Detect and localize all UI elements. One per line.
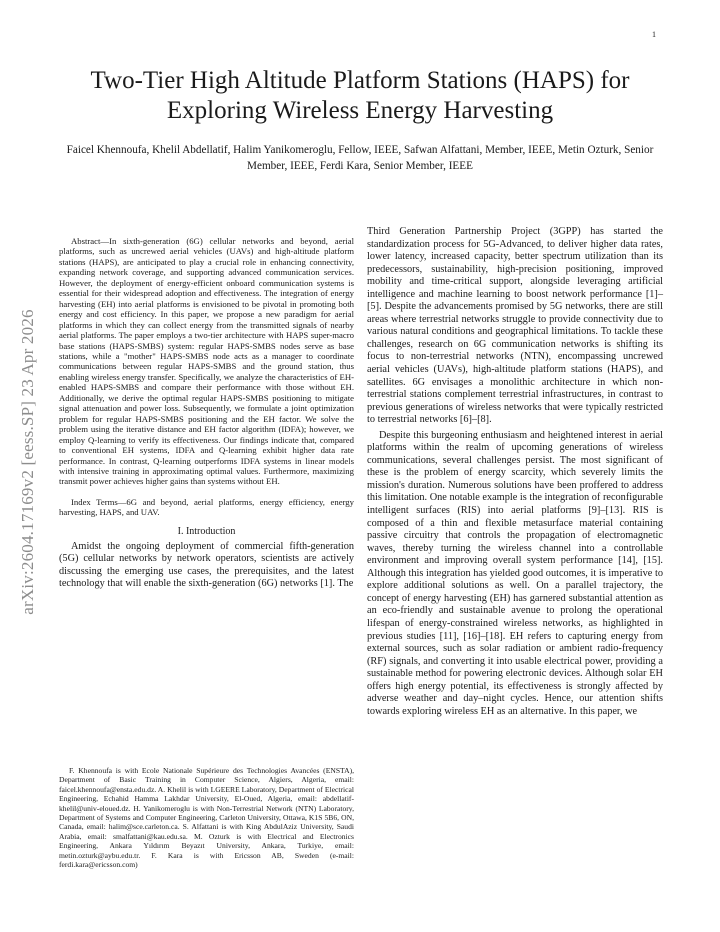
paper-title: Two-Tier High Altitude Platform Stations (HAPS) for Exploring Wireless Energy Harvesting — [90, 67, 630, 124]
index-terms: Index Terms—6G and beyond, aerial platforms, energy efficiency, energy harvesting, HAPS, and UAV. — [59, 496, 354, 518]
page-number: 1 — [652, 30, 656, 39]
arxiv-identifier-text: arXiv:2604.17169v2 [eess.SP] 23 Apr 2026 — [18, 309, 37, 615]
intro-paragraph-right-1: Third Generation Partnership Project (3GPP) has started the standardization process for 5G-Advanced, to deliver higher data rates, lower latency, increased capacity, better spectrum utilization than its predecessors, sustainability, high-precision positioning, improved mobility and time-critical support, alongside leveraging artificial intelligence and machine learning to boost network performance [1]–[5]. Despite the advancements promised by 5G networks, there are still areas where terrestrial networks struggle to provide connectivity due to various natural conditions and geographical limitations. To tackle these challenges, research on 6G communication networks is shifting its focus to non-terrestrial networks (NTN), encompassing uncrewed aerial vehicles (UAVs), high-altitude platform stations (HAPS), and satellites. 6G envisages a monolithic architecture in which non-terrestrial stations complement terrestrial infrastructures, in contrast to previous generations of wireless networks that were typically restricted to terrestrial networks [6]–[8]. — [367, 226, 663, 426]
intro-paragraph-left: Amidst the ongoing deployment of commercial fifth-generation (5G) cellular networks by network operators, scientists are actively discussing the emerging use cases, the prerequisites, and the latest technology that will enable the sixth-generation (6G) networks [1]. The — [59, 540, 354, 590]
author-list: Faicel Khennoufa, Khelil Abdellatif, Halim Yanikomeroglu, Fellow, IEEE, Safwan Alfattani, Member, IEEE, Metin Ozturk, Senior Member, IEEE, Ferdi Kara, Senior Member, IEEE — [66, 144, 654, 172]
right-column — [367, 226, 663, 721]
arxiv-identifier-stamp — [18, 262, 40, 662]
left-column — [59, 236, 354, 591]
author-affiliation-footnote: F. Khennoufa is with Ecole Nationale Supérieure des Technologies Avancées (ENSTA), Department of Basic Training in Computer Science, Algiers, Algeria, email: faicel.khennoufa@ensta.edu.dz. A. Khelil is with LGEERE Laboratory, Department of Electrical Engineering, Echahid Hamma Lakhdar University, El-Oued, Algeria, email: abdellatif-khelil@univ-eloued.dz. H. Yanikomeroglu is with Non-Terrestrial Network (NTN) Laboratory, Department of Systems and Computer Engineering, Carleton University, Ottawa, K1S 5B6, ON, Canada, email: halim@sce.carleton.ca. S. Alfattani is with King AbdulAziz University, Saudi Arabia, email: smalfattani@kau.edu.sa. M. Ozturk is with Electrical and Electronics Engineering, Ankara Yıldırım Beyazıt University, Ankara, Turkiye, email: metin.ozturk@aybu.edu.tr. F. Kara is with Ericsson AB, Sweden (e-mail: ferdi.kara@ericsson.com) — [59, 766, 354, 870]
intro-paragraph-right-2: Despite this burgeoning enthusiasm and heightened interest in aerial platforms within the realm of upcoming generations of wireless communications, several challenges persist. The most significant of these is the problem of energy scarcity, which severely limits the mission's duration. Numerous solutions have been proffered to address this limitation. One notable example is the integration of reconfigurable intelligent surfaces (RIS) into aerial platforms [9]–[13]. RIS is composed of a thin and flexible metasurface material containing passive circuitry that controls the propagation of electromagnetic waves, thereby turning the wireless channel into a controllable environment and improving overall system performance [14], [15]. Although this integration has yielded good outcomes, it is imperative to explore additional solutions as well. On a parallel trajectory, the concept of energy harvesting (EH) has garnered substantial attention as an eco-friendly and sustainable avenue to prolong the operational lifespan of energy-constrained wireless networks, as highlighted in previous studies [11], [16]–[18]. EH refers to capturing energy from external sources, such as solar radiation or ambient radio-frequency (RF) signals, and converting it into usable electrical power, providing a sustainable method for powering electronic devices. Although solar EH offers high energy potential, its effectiveness is strongly affected by adverse weather and day–night cycles. Hence, our attention shifts towards exploring wireless EH as an alternative. In this paper, we — [367, 429, 663, 717]
abstract: Abstract—In sixth-generation (6G) cellular networks and beyond, aerial platforms, such as uncrewed aerial vehicles (UAVs) and high-altitude platform stations (HAPS), are anticipated to play a crucial role in enhancing connectivity, expanding network coverage, and supporting advanced communication services. However, the deployment of energy-efficient onboard communication systems is essential for their widespread adoption and effectiveness. The integration of energy harvesting (EH) into aerial platforms is envisioned to be pivotal in promoting both energy and cost efficiency. In this paper, we propose a new paradigm for aerial platforms in which they can collect energy from the transmitted signals of nearby aerial platforms. The paper employs a two-tier architecture with HAPS super-macro base stations (HAPS-SMBS) system: regular HAPS-SMBS nodes serve as base stations, while a "mother" HAPS-SMBS node acts as a manager to coordinate communications between regular HAPS-SMBS and the ground station, thus enabling wireless energy transfer. Specifically, we analyze the characteristics of EH-enabled HAPS-SMBS and compare their performance with those without EH. Additionally, we derive the optimal regular HAPS-SMBS positioning to mitigate signal attenuation and power loss. Subsequently, we formulate a joint optimization problem for regular HAPS-SMBS positioning and the EH factor. We solve the problem using the iterative distance and EH factor algorithm (IDFA); however, we employ Q-learning to verify its effectiveness. Our findings indicate that, compared to conventional EH systems, IDFA and Q-learning exhibit higher data rate performance. In contrast, Q-learning outperforms IDFA systems in linear models with intensive training in approximating optimal values. Furthermore, maximizing transmit power achieves higher gains than systems without EH. — [59, 236, 354, 487]
section-heading-introduction: I. Introduction — [177, 525, 236, 537]
